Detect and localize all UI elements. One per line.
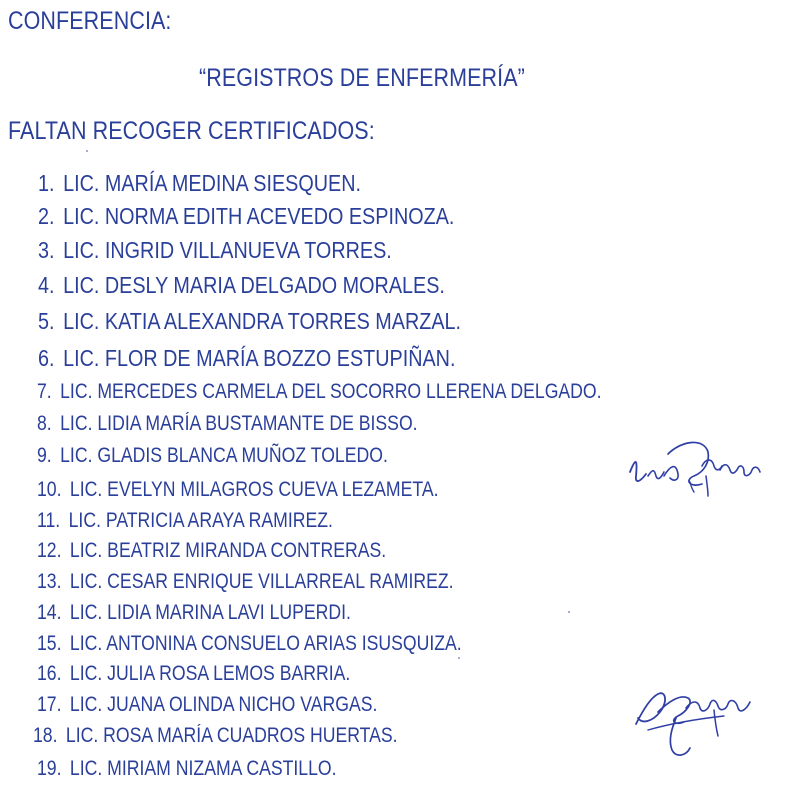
list-item-name: LIC. BEATRIZ MIRANDA CONTRERAS. [69,539,387,562]
list-item-number: 1. [38,170,55,196]
list-item [33,724,398,748]
list-item-number: 14. [37,601,62,624]
list-item-number: 8. [37,412,52,435]
list-item-number: 3. [38,237,55,263]
list-item-number: 12. [37,539,62,562]
list-item [38,272,445,299]
list-item [37,601,351,625]
list-item-name: LIC. NORMA EDITH ACEVEDO ESPINOZA. [63,203,455,229]
handwritten-signature [624,432,774,504]
list-item [37,539,386,563]
list-item [37,757,337,781]
scan-speck [458,657,460,659]
list-item-name: LIC. GLADIS BLANCA MUÑOZ TOLEDO. [60,444,388,467]
list-item-name: LIC. EVELYN MILAGROS CUEVA LEZAMETA. [69,478,439,501]
list-item-number: 2. [38,203,55,229]
list-item-name: LIC. MARÍA MEDINA SIESQUEN. [63,170,361,196]
list-item-number: 17. [37,693,62,716]
list-item-name: LIC. JUANA OLINDA NICHO VARGAS. [69,693,378,716]
list-item [38,345,455,372]
list-item-number: 13. [37,570,62,593]
list-item [37,412,418,436]
list-item-number: 19. [37,757,62,780]
list-item-name: LIC. KATIA ALEXANDRA TORRES MARZAL. [63,308,462,334]
list-item [37,444,388,468]
list-item [37,662,350,686]
list-item [37,570,454,594]
list-item-number: 15. [37,632,62,655]
document-subtitle: FALTAN RECOGER CERTIFICADOS: [8,117,375,145]
list-item-name: LIC. LIDIA MARINA LAVI LUPERDI. [69,601,351,624]
list-item-name: LIC. JULIA ROSA LEMOS BARRIA. [69,662,351,685]
list-item-name: LIC. CESAR ENRIQUE VILLARREAL RAMIREZ. [69,570,454,593]
list-item [37,380,602,404]
list-item [38,237,392,264]
list-item-name: LIC. MERCEDES CARMELA DEL SOCORRO LLERENA DELGADO. [60,380,602,403]
list-item-number: 10. [37,478,62,501]
list-item-number: 4. [38,272,55,298]
handwritten-signature [628,672,768,762]
list-item-number: 7. [37,380,52,403]
list-item [37,632,462,656]
list-item-number: 11. [37,509,61,532]
list-item-name: LIC. ANTONINA CONSUELO ARIAS ISUSQUIZA. [69,632,462,655]
list-item-number: 9. [37,444,52,467]
list-item-number: 16. [37,662,62,685]
list-item [38,170,361,197]
conference-label: CONFERENCIA: [8,7,172,35]
list-item-number: 18. [33,724,58,747]
list-item-name: LIC. INGRID VILLANUEVA TORRES. [63,237,392,263]
scan-speck [568,611,570,613]
list-item [38,203,454,230]
list-item-number: 6. [38,345,55,371]
list-item-name: LIC. ROSA MARÍA CUADROS HUERTAS. [65,724,398,747]
list-item-name: LIC. MIRIAM NIZAMA CASTILLO. [69,757,337,780]
list-item-name: LIC. PATRICIA ARAYA RAMIREZ. [68,509,333,532]
list-item-number: 5. [38,308,55,334]
list-item [37,509,333,533]
list-item [37,478,439,502]
scan-speck [86,150,88,152]
document-title: “REGISTROS DE ENFERMERÍA” [199,64,525,92]
list-item-name: LIC. LIDIA MARÍA BUSTAMANTE DE BISSO. [60,412,418,435]
list-item-name: LIC. DESLY MARIA DELGADO MORALES. [63,272,445,298]
list-item [38,308,461,335]
list-item-name: LIC. FLOR DE MARÍA BOZZO ESTUPIÑAN. [63,345,456,371]
list-item [37,693,377,717]
